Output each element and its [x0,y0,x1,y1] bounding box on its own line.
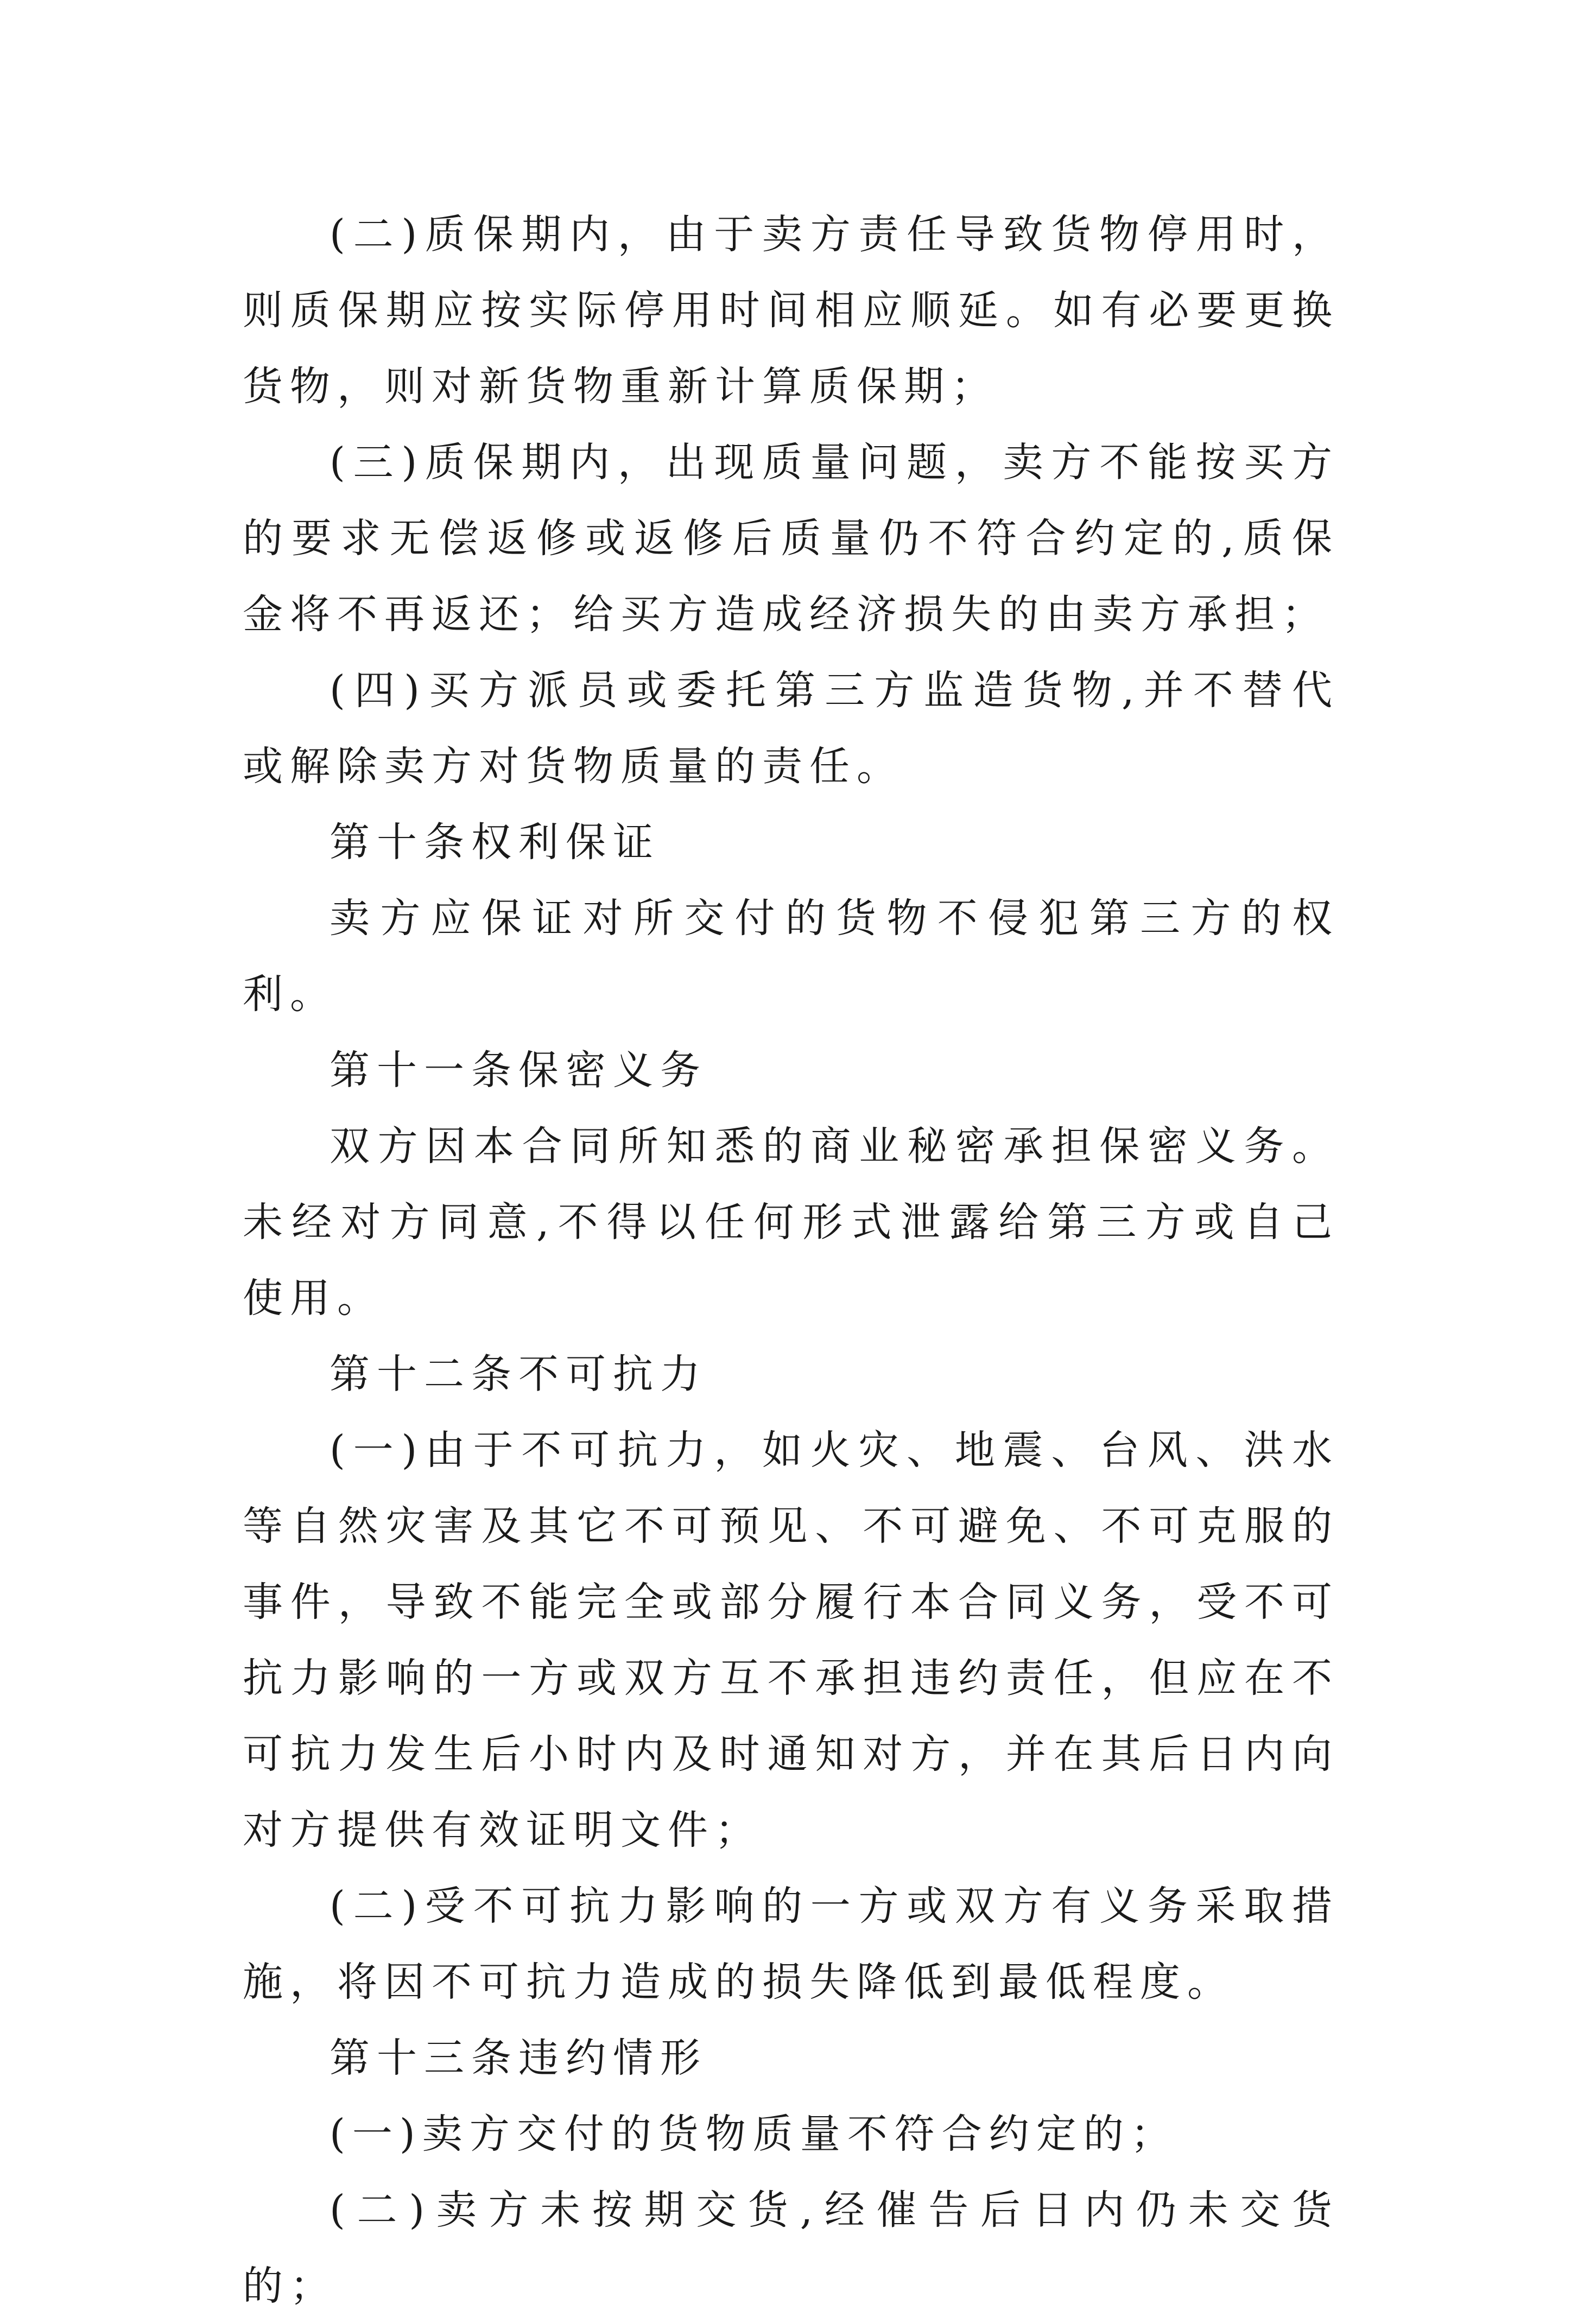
clause-13-item-1: (一)卖方交付的货物质量不符合约定的； [330,2111,1178,2157]
clause-9-item-3: (三)质保期内，出现质量问题，卖方不能按买方的要求无偿返修或返修后质量仍不符合约定的,质保金将不再返还；给买方造成经济损失的由卖方承担； [243,439,1339,638]
clause-11-body: 双方因本合同所知悉的商业秘密承担保密义务。未经对方同意,不得以任何形式泄露给第三方或自己使用。 [243,1123,1339,1322]
clause-12-heading: 第十二条不可抗力 [330,1351,707,1398]
clause-10-body: 卖方应保证对所交付的货物不侵犯第三方的权利。 [243,895,1339,1018]
clause-12-item-1: (一)由于不可抗力，如火灾、地震、台风、洪水等自然灾害及其它不可预见、不可避免、不可克服的事件，导致不能完全或部分履行本合同义务，受不可抗力影响的一方或双方互不承担违约责任，但应在不可抗力发生后小时内及时通知对方，并在其后日内向对方提供有效证明文件； [243,1427,1339,1853]
clause-13-heading: 第十三条违约情形 [330,2035,707,2081]
clause-9-item-4: (四)买方派员或委托第三方监造货物,并不替代或解除卖方对货物质量的责任。 [243,667,1339,790]
clause-13-item-2: (二)卖方未按期交货,经催告后日内仍未交货的； [243,2187,1339,2309]
clause-11-heading: 第十一条保密义务 [330,1047,707,1094]
clause-10-heading: 第十条权利保证 [330,819,660,866]
clause-9-item-2: (二)质保期内，由于卖方责任导致货物停用时，则质保期应按实际停用时间相应顺延。如有必要更换货物，则对新货物重新计算质保期； [243,211,1339,410]
document-body [243,196,1339,2324]
clause-12-item-2: (二)受不可抗力影响的一方或双方有义务采取措施，将因不可抗力造成的损失降低到最低程度。 [243,1883,1339,2005]
